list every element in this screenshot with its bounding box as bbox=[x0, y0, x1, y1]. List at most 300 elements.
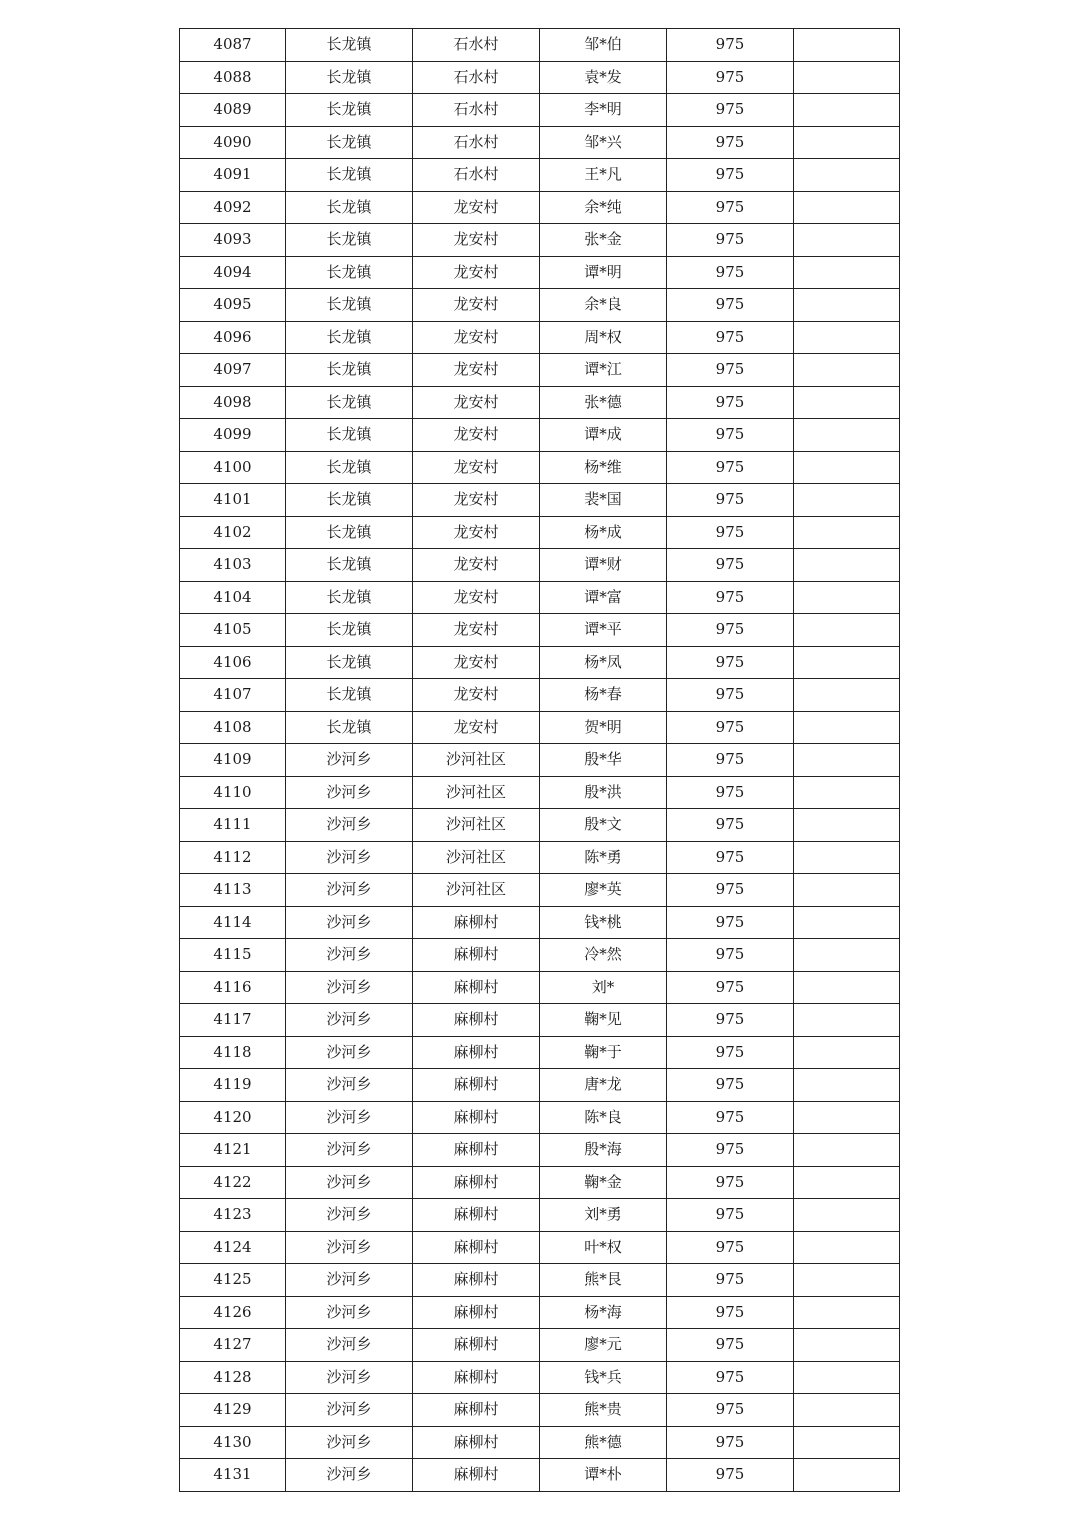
cell-amount: 975 bbox=[667, 1166, 794, 1199]
cell-name: 刘* bbox=[540, 971, 667, 1004]
cell-name: 殷*海 bbox=[540, 1134, 667, 1167]
cell-amount: 975 bbox=[667, 549, 794, 582]
table-row bbox=[180, 321, 900, 354]
cell-note bbox=[794, 1004, 900, 1037]
cell-amount: 975 bbox=[667, 1296, 794, 1329]
cell-note bbox=[794, 614, 900, 647]
cell-amount: 975 bbox=[667, 1004, 794, 1037]
cell-town: 长龙镇 bbox=[286, 711, 413, 744]
cell-village: 沙河社区 bbox=[413, 744, 540, 777]
cell-name: 袁*发 bbox=[540, 61, 667, 94]
cell-amount: 975 bbox=[667, 581, 794, 614]
table-row bbox=[180, 1394, 900, 1427]
cell-name: 殷*文 bbox=[540, 809, 667, 842]
cell-town: 沙河乡 bbox=[286, 1296, 413, 1329]
cell-seq: 4098 bbox=[180, 386, 286, 419]
table-row bbox=[180, 549, 900, 582]
cell-amount: 975 bbox=[667, 419, 794, 452]
cell-note bbox=[794, 386, 900, 419]
cell-name: 刘*勇 bbox=[540, 1199, 667, 1232]
cell-seq: 4099 bbox=[180, 419, 286, 452]
cell-town: 沙河乡 bbox=[286, 1426, 413, 1459]
cell-amount: 975 bbox=[667, 1394, 794, 1427]
table-row bbox=[180, 744, 900, 777]
cell-seq: 4096 bbox=[180, 321, 286, 354]
cell-seq: 4094 bbox=[180, 256, 286, 289]
cell-note bbox=[794, 679, 900, 712]
table-row bbox=[180, 1069, 900, 1102]
cell-amount: 975 bbox=[667, 711, 794, 744]
cell-note bbox=[794, 1264, 900, 1297]
cell-town: 沙河乡 bbox=[286, 1459, 413, 1492]
cell-town: 长龙镇 bbox=[286, 94, 413, 127]
cell-name: 谭*财 bbox=[540, 549, 667, 582]
cell-seq: 4115 bbox=[180, 939, 286, 972]
cell-name: 鞠*见 bbox=[540, 1004, 667, 1037]
cell-name: 余*纯 bbox=[540, 191, 667, 224]
cell-town: 长龙镇 bbox=[286, 614, 413, 647]
cell-village: 龙安村 bbox=[413, 614, 540, 647]
cell-name: 谭*江 bbox=[540, 354, 667, 387]
cell-village: 麻柳村 bbox=[413, 1036, 540, 1069]
table-row bbox=[180, 1264, 900, 1297]
table-body bbox=[180, 29, 900, 1492]
cell-note bbox=[794, 1329, 900, 1362]
cell-seq: 4122 bbox=[180, 1166, 286, 1199]
cell-town: 长龙镇 bbox=[286, 451, 413, 484]
cell-name: 谭*富 bbox=[540, 581, 667, 614]
cell-amount: 975 bbox=[667, 516, 794, 549]
cell-name: 杨*维 bbox=[540, 451, 667, 484]
cell-note bbox=[794, 516, 900, 549]
subsidy-list-table bbox=[179, 28, 900, 1492]
cell-village: 麻柳村 bbox=[413, 1459, 540, 1492]
table-row bbox=[180, 646, 900, 679]
cell-seq: 4095 bbox=[180, 289, 286, 322]
cell-name: 唐*龙 bbox=[540, 1069, 667, 1102]
cell-seq: 4110 bbox=[180, 776, 286, 809]
cell-note bbox=[794, 354, 900, 387]
cell-note bbox=[794, 1426, 900, 1459]
cell-name: 李*明 bbox=[540, 94, 667, 127]
cell-seq: 4113 bbox=[180, 874, 286, 907]
table-row bbox=[180, 191, 900, 224]
cell-name: 叶*权 bbox=[540, 1231, 667, 1264]
cell-seq: 4131 bbox=[180, 1459, 286, 1492]
cell-town: 长龙镇 bbox=[286, 224, 413, 257]
table-row bbox=[180, 971, 900, 1004]
cell-seq: 4118 bbox=[180, 1036, 286, 1069]
cell-name: 钱*桃 bbox=[540, 906, 667, 939]
cell-note bbox=[794, 256, 900, 289]
cell-village: 龙安村 bbox=[413, 679, 540, 712]
cell-amount: 975 bbox=[667, 94, 794, 127]
cell-town: 沙河乡 bbox=[286, 1394, 413, 1427]
cell-seq: 4091 bbox=[180, 159, 286, 192]
cell-town: 沙河乡 bbox=[286, 744, 413, 777]
cell-seq: 4123 bbox=[180, 1199, 286, 1232]
table-row bbox=[180, 906, 900, 939]
cell-village: 沙河社区 bbox=[413, 874, 540, 907]
cell-note bbox=[794, 61, 900, 94]
table-row bbox=[180, 1166, 900, 1199]
cell-seq: 4129 bbox=[180, 1394, 286, 1427]
cell-town: 沙河乡 bbox=[286, 1264, 413, 1297]
cell-name: 贺*明 bbox=[540, 711, 667, 744]
cell-amount: 975 bbox=[667, 29, 794, 62]
cell-seq: 4121 bbox=[180, 1134, 286, 1167]
cell-village: 麻柳村 bbox=[413, 1134, 540, 1167]
cell-village: 龙安村 bbox=[413, 321, 540, 354]
table-row bbox=[180, 484, 900, 517]
cell-seq: 4128 bbox=[180, 1361, 286, 1394]
cell-note bbox=[794, 874, 900, 907]
cell-note bbox=[794, 94, 900, 127]
cell-name: 钱*兵 bbox=[540, 1361, 667, 1394]
cell-seq: 4101 bbox=[180, 484, 286, 517]
cell-name: 邹*兴 bbox=[540, 126, 667, 159]
cell-town: 沙河乡 bbox=[286, 1036, 413, 1069]
cell-village: 龙安村 bbox=[413, 386, 540, 419]
cell-village: 麻柳村 bbox=[413, 1231, 540, 1264]
cell-village: 麻柳村 bbox=[413, 1394, 540, 1427]
cell-village: 麻柳村 bbox=[413, 906, 540, 939]
cell-note bbox=[794, 29, 900, 62]
cell-amount: 975 bbox=[667, 939, 794, 972]
cell-seq: 4093 bbox=[180, 224, 286, 257]
cell-amount: 975 bbox=[667, 1199, 794, 1232]
table-row bbox=[180, 29, 900, 62]
cell-note bbox=[794, 809, 900, 842]
cell-seq: 4089 bbox=[180, 94, 286, 127]
cell-name: 陈*勇 bbox=[540, 841, 667, 874]
cell-seq: 4117 bbox=[180, 1004, 286, 1037]
cell-name: 殷*华 bbox=[540, 744, 667, 777]
table-row bbox=[180, 1329, 900, 1362]
cell-town: 沙河乡 bbox=[286, 1231, 413, 1264]
cell-amount: 975 bbox=[667, 971, 794, 1004]
cell-village: 麻柳村 bbox=[413, 1004, 540, 1037]
cell-name: 杨*成 bbox=[540, 516, 667, 549]
cell-seq: 4088 bbox=[180, 61, 286, 94]
cell-note bbox=[794, 419, 900, 452]
table-row bbox=[180, 1361, 900, 1394]
cell-town: 长龙镇 bbox=[286, 516, 413, 549]
cell-village: 龙安村 bbox=[413, 289, 540, 322]
cell-note bbox=[794, 1199, 900, 1232]
cell-amount: 975 bbox=[667, 1459, 794, 1492]
table-row bbox=[180, 1459, 900, 1492]
cell-amount: 975 bbox=[667, 191, 794, 224]
cell-note bbox=[794, 1166, 900, 1199]
cell-village: 石水村 bbox=[413, 61, 540, 94]
table-row bbox=[180, 354, 900, 387]
table-row bbox=[180, 94, 900, 127]
cell-name: 谭*明 bbox=[540, 256, 667, 289]
cell-village: 沙河社区 bbox=[413, 809, 540, 842]
cell-seq: 4103 bbox=[180, 549, 286, 582]
cell-seq: 4108 bbox=[180, 711, 286, 744]
cell-village: 麻柳村 bbox=[413, 1329, 540, 1362]
cell-note bbox=[794, 1069, 900, 1102]
cell-name: 廖*英 bbox=[540, 874, 667, 907]
cell-name: 杨*凤 bbox=[540, 646, 667, 679]
cell-name: 鞠*金 bbox=[540, 1166, 667, 1199]
cell-seq: 4109 bbox=[180, 744, 286, 777]
cell-seq: 4116 bbox=[180, 971, 286, 1004]
cell-note bbox=[794, 939, 900, 972]
cell-village: 龙安村 bbox=[413, 549, 540, 582]
cell-amount: 975 bbox=[667, 906, 794, 939]
table-row bbox=[180, 841, 900, 874]
cell-name: 张*金 bbox=[540, 224, 667, 257]
cell-town: 长龙镇 bbox=[286, 159, 413, 192]
table-row bbox=[180, 711, 900, 744]
cell-village: 麻柳村 bbox=[413, 1101, 540, 1134]
cell-amount: 975 bbox=[667, 354, 794, 387]
cell-town: 沙河乡 bbox=[286, 1361, 413, 1394]
table-row bbox=[180, 939, 900, 972]
cell-note bbox=[794, 1459, 900, 1492]
table-row bbox=[180, 874, 900, 907]
cell-town: 沙河乡 bbox=[286, 1329, 413, 1362]
cell-note bbox=[794, 484, 900, 517]
cell-amount: 975 bbox=[667, 776, 794, 809]
cell-village: 麻柳村 bbox=[413, 971, 540, 1004]
cell-note bbox=[794, 126, 900, 159]
table-row bbox=[180, 289, 900, 322]
table-row bbox=[180, 1296, 900, 1329]
table-row bbox=[180, 419, 900, 452]
table-row bbox=[180, 61, 900, 94]
cell-note bbox=[794, 711, 900, 744]
cell-amount: 975 bbox=[667, 1134, 794, 1167]
cell-seq: 4102 bbox=[180, 516, 286, 549]
cell-village: 麻柳村 bbox=[413, 1166, 540, 1199]
cell-village: 石水村 bbox=[413, 159, 540, 192]
cell-seq: 4104 bbox=[180, 581, 286, 614]
table-row bbox=[180, 1004, 900, 1037]
cell-note bbox=[794, 1231, 900, 1264]
cell-name: 谭*成 bbox=[540, 419, 667, 452]
cell-town: 长龙镇 bbox=[286, 256, 413, 289]
cell-amount: 975 bbox=[667, 224, 794, 257]
cell-village: 麻柳村 bbox=[413, 1361, 540, 1394]
cell-amount: 975 bbox=[667, 126, 794, 159]
table-row bbox=[180, 614, 900, 647]
cell-name: 周*权 bbox=[540, 321, 667, 354]
cell-amount: 975 bbox=[667, 159, 794, 192]
cell-amount: 975 bbox=[667, 451, 794, 484]
cell-note bbox=[794, 1361, 900, 1394]
cell-town: 沙河乡 bbox=[286, 906, 413, 939]
cell-village: 龙安村 bbox=[413, 354, 540, 387]
cell-note bbox=[794, 841, 900, 874]
cell-seq: 4125 bbox=[180, 1264, 286, 1297]
cell-town: 长龙镇 bbox=[286, 289, 413, 322]
cell-town: 沙河乡 bbox=[286, 1199, 413, 1232]
cell-village: 龙安村 bbox=[413, 711, 540, 744]
table-row bbox=[180, 1199, 900, 1232]
cell-amount: 975 bbox=[667, 1264, 794, 1297]
table-row bbox=[180, 1101, 900, 1134]
cell-name: 殷*洪 bbox=[540, 776, 667, 809]
cell-name: 谭*朴 bbox=[540, 1459, 667, 1492]
table-row bbox=[180, 809, 900, 842]
cell-village: 石水村 bbox=[413, 94, 540, 127]
table-row bbox=[180, 1231, 900, 1264]
cell-village: 龙安村 bbox=[413, 646, 540, 679]
cell-village: 麻柳村 bbox=[413, 1264, 540, 1297]
cell-amount: 975 bbox=[667, 289, 794, 322]
cell-amount: 975 bbox=[667, 256, 794, 289]
table-row bbox=[180, 679, 900, 712]
cell-town: 长龙镇 bbox=[286, 191, 413, 224]
cell-amount: 975 bbox=[667, 1231, 794, 1264]
table-row bbox=[180, 1134, 900, 1167]
cell-amount: 975 bbox=[667, 61, 794, 94]
table-row bbox=[180, 516, 900, 549]
cell-seq: 4126 bbox=[180, 1296, 286, 1329]
cell-village: 沙河社区 bbox=[413, 841, 540, 874]
cell-name: 鞠*于 bbox=[540, 1036, 667, 1069]
cell-village: 龙安村 bbox=[413, 581, 540, 614]
cell-village: 龙安村 bbox=[413, 256, 540, 289]
cell-town: 沙河乡 bbox=[286, 1166, 413, 1199]
cell-amount: 975 bbox=[667, 614, 794, 647]
cell-note bbox=[794, 971, 900, 1004]
table-row bbox=[180, 159, 900, 192]
cell-town: 沙河乡 bbox=[286, 1134, 413, 1167]
cell-note bbox=[794, 1036, 900, 1069]
cell-village: 龙安村 bbox=[413, 516, 540, 549]
cell-name: 熊*贵 bbox=[540, 1394, 667, 1427]
cell-town: 沙河乡 bbox=[286, 874, 413, 907]
cell-amount: 975 bbox=[667, 679, 794, 712]
cell-note bbox=[794, 1296, 900, 1329]
table-row bbox=[180, 256, 900, 289]
cell-note bbox=[794, 191, 900, 224]
cell-name: 杨*海 bbox=[540, 1296, 667, 1329]
cell-village: 麻柳村 bbox=[413, 1296, 540, 1329]
cell-village: 龙安村 bbox=[413, 451, 540, 484]
table-row bbox=[180, 1036, 900, 1069]
cell-seq: 4100 bbox=[180, 451, 286, 484]
cell-seq: 4130 bbox=[180, 1426, 286, 1459]
cell-village: 石水村 bbox=[413, 29, 540, 62]
cell-town: 长龙镇 bbox=[286, 386, 413, 419]
cell-note bbox=[794, 646, 900, 679]
cell-note bbox=[794, 906, 900, 939]
cell-town: 长龙镇 bbox=[286, 646, 413, 679]
cell-seq: 4105 bbox=[180, 614, 286, 647]
cell-name: 裴*国 bbox=[540, 484, 667, 517]
cell-town: 沙河乡 bbox=[286, 841, 413, 874]
table-row bbox=[180, 224, 900, 257]
cell-seq: 4097 bbox=[180, 354, 286, 387]
cell-name: 冷*然 bbox=[540, 939, 667, 972]
cell-amount: 975 bbox=[667, 809, 794, 842]
cell-name: 熊*艮 bbox=[540, 1264, 667, 1297]
cell-note bbox=[794, 1101, 900, 1134]
cell-seq: 4127 bbox=[180, 1329, 286, 1362]
cell-note bbox=[794, 224, 900, 257]
cell-amount: 975 bbox=[667, 1101, 794, 1134]
cell-town: 长龙镇 bbox=[286, 679, 413, 712]
cell-amount: 975 bbox=[667, 1036, 794, 1069]
cell-name: 王*凡 bbox=[540, 159, 667, 192]
cell-note bbox=[794, 744, 900, 777]
cell-town: 长龙镇 bbox=[286, 29, 413, 62]
cell-village: 麻柳村 bbox=[413, 1426, 540, 1459]
cell-village: 龙安村 bbox=[413, 484, 540, 517]
cell-note bbox=[794, 159, 900, 192]
cell-amount: 975 bbox=[667, 874, 794, 907]
table-row bbox=[180, 451, 900, 484]
cell-amount: 975 bbox=[667, 1426, 794, 1459]
cell-village: 龙安村 bbox=[413, 224, 540, 257]
cell-town: 长龙镇 bbox=[286, 484, 413, 517]
cell-note bbox=[794, 549, 900, 582]
cell-seq: 4111 bbox=[180, 809, 286, 842]
cell-seq: 4124 bbox=[180, 1231, 286, 1264]
cell-seq: 4112 bbox=[180, 841, 286, 874]
cell-village: 龙安村 bbox=[413, 419, 540, 452]
cell-amount: 975 bbox=[667, 1361, 794, 1394]
cell-name: 余*良 bbox=[540, 289, 667, 322]
cell-name: 杨*春 bbox=[540, 679, 667, 712]
cell-town: 长龙镇 bbox=[286, 126, 413, 159]
cell-town: 沙河乡 bbox=[286, 1101, 413, 1134]
cell-seq: 4119 bbox=[180, 1069, 286, 1102]
cell-name: 谭*平 bbox=[540, 614, 667, 647]
cell-town: 沙河乡 bbox=[286, 1004, 413, 1037]
cell-seq: 4114 bbox=[180, 906, 286, 939]
cell-amount: 975 bbox=[667, 386, 794, 419]
cell-village: 麻柳村 bbox=[413, 1069, 540, 1102]
cell-seq: 4120 bbox=[180, 1101, 286, 1134]
cell-amount: 975 bbox=[667, 1329, 794, 1362]
cell-seq: 4092 bbox=[180, 191, 286, 224]
cell-note bbox=[794, 1134, 900, 1167]
cell-amount: 975 bbox=[667, 841, 794, 874]
cell-note bbox=[794, 776, 900, 809]
table-row bbox=[180, 126, 900, 159]
cell-amount: 975 bbox=[667, 321, 794, 354]
cell-town: 沙河乡 bbox=[286, 776, 413, 809]
table-row bbox=[180, 581, 900, 614]
cell-seq: 4087 bbox=[180, 29, 286, 62]
cell-note bbox=[794, 451, 900, 484]
cell-town: 长龙镇 bbox=[286, 581, 413, 614]
cell-town: 沙河乡 bbox=[286, 1069, 413, 1102]
cell-village: 麻柳村 bbox=[413, 1199, 540, 1232]
cell-seq: 4106 bbox=[180, 646, 286, 679]
table-row bbox=[180, 1426, 900, 1459]
cell-village: 龙安村 bbox=[413, 191, 540, 224]
cell-name: 熊*德 bbox=[540, 1426, 667, 1459]
cell-note bbox=[794, 321, 900, 354]
cell-town: 沙河乡 bbox=[286, 971, 413, 1004]
cell-seq: 4090 bbox=[180, 126, 286, 159]
cell-town: 长龙镇 bbox=[286, 354, 413, 387]
cell-note bbox=[794, 289, 900, 322]
cell-amount: 975 bbox=[667, 744, 794, 777]
table-row bbox=[180, 386, 900, 419]
cell-name: 陈*良 bbox=[540, 1101, 667, 1134]
table-row bbox=[180, 776, 900, 809]
cell-town: 长龙镇 bbox=[286, 321, 413, 354]
